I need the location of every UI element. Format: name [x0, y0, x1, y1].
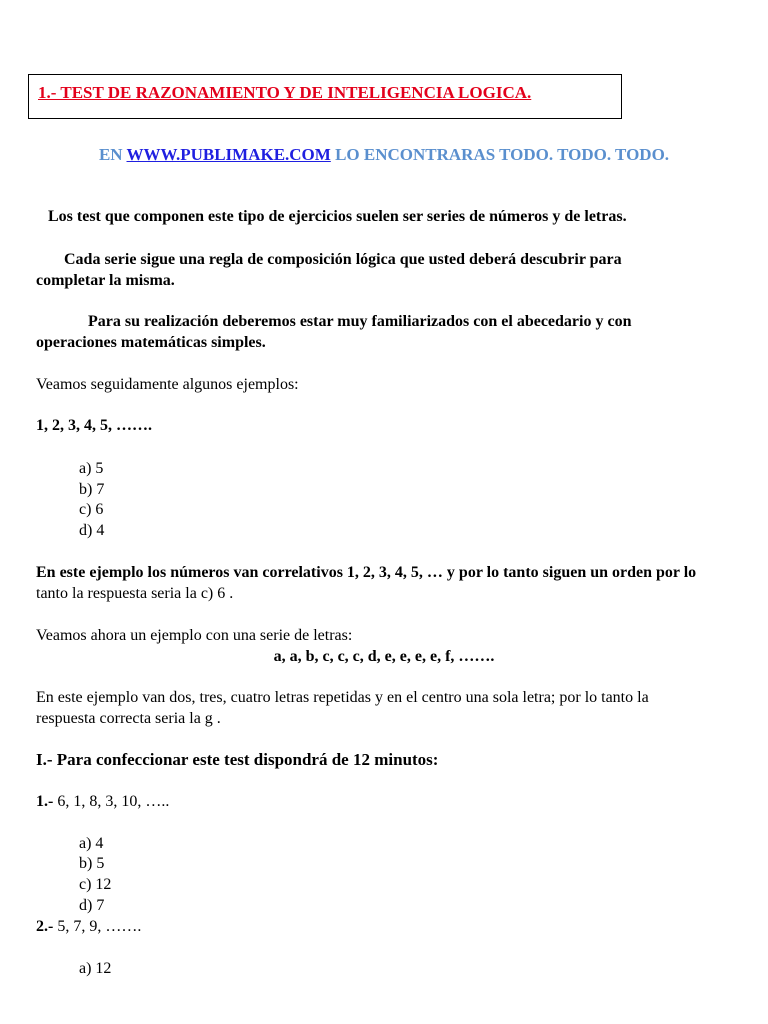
section-heading: I.- Para confeccionar este test dispondrá de 12 minutos: — [36, 750, 439, 769]
examples-intro: Veamos seguidamente algunos ejemplos: — [36, 376, 299, 393]
example1-option-b: b) 7 — [79, 481, 105, 498]
question-1-number: 1.- — [36, 793, 54, 810]
document-title: 1.- TEST DE RAZONAMIENTO Y DE INTELIGENCIA LOGICA. — [38, 83, 532, 102]
question-1-option-b: b) 5 — [79, 855, 105, 872]
example1-option-c: c) 6 — [79, 501, 104, 518]
promo-link[interactable]: WWW.PUBLIMAKE.COM — [126, 145, 331, 164]
intro-paragraph-3-line-2: operaciones matemáticas simples. — [36, 334, 266, 351]
question-2 — [36, 917, 141, 937]
question-1-series: 6, 1, 8, 3, 10, ….. — [53, 793, 170, 810]
question-1-option-a: a) 4 — [79, 835, 104, 852]
question-2-option-a: a) 12 — [79, 960, 112, 977]
question-1-option-c: c) 12 — [79, 876, 112, 893]
intro-paragraph-2-line-1: Cada serie sigue una regla de composición lógica que usted deberá descubrir para — [64, 251, 622, 268]
question-1-option-d: d) 7 — [79, 897, 105, 914]
example2-explanation-line-1: En este ejemplo van dos, tres, cuatro letras repetidas y en el centro una sola letra; por lo tanto la — [36, 689, 649, 706]
intro-paragraph-3-line-1: Para su realización deberemos estar muy familiarizados con el abecedario y con — [88, 313, 632, 330]
question-1 — [36, 792, 169, 812]
example1-series: 1, 2, 3, 4, 5, ……. — [36, 417, 152, 434]
example1-option-d: d) 4 — [79, 522, 105, 539]
promo-suffix: TODO. TODO. TODO. — [499, 145, 670, 164]
promo-prefix: EN — [98, 145, 127, 164]
promo-line — [0, 145, 768, 165]
question-2-series: 5, 7, 9, ……. — [53, 918, 142, 935]
promo-middle: LO ENCONTRARAS — [330, 145, 500, 164]
example1-explanation-line-2: tanto la respuesta seria la c) 6 . — [36, 585, 234, 602]
title-box — [28, 74, 622, 119]
intro-paragraph-1: Los test que componen este tipo de ejercicios suelen ser series de números y de letras. — [48, 208, 627, 225]
example2-intro: Veamos ahora un ejemplo con una serie de letras: — [36, 627, 353, 644]
intro-paragraph-2-line-2: completar la misma. — [36, 272, 175, 289]
example2-explanation-line-2: respuesta correcta seria la g . — [36, 710, 221, 727]
example1-explanation-line-1: En este ejemplo los números van correlativos 1, 2, 3, 4, 5, … y por lo tanto siguen un orden por lo — [36, 564, 697, 581]
example1-option-a: a) 5 — [79, 460, 104, 477]
example2-series: a, a, b, c, c, c, d, e, e, e, e, f, ……. — [273, 648, 495, 665]
question-2-number: 2.- — [36, 918, 54, 935]
